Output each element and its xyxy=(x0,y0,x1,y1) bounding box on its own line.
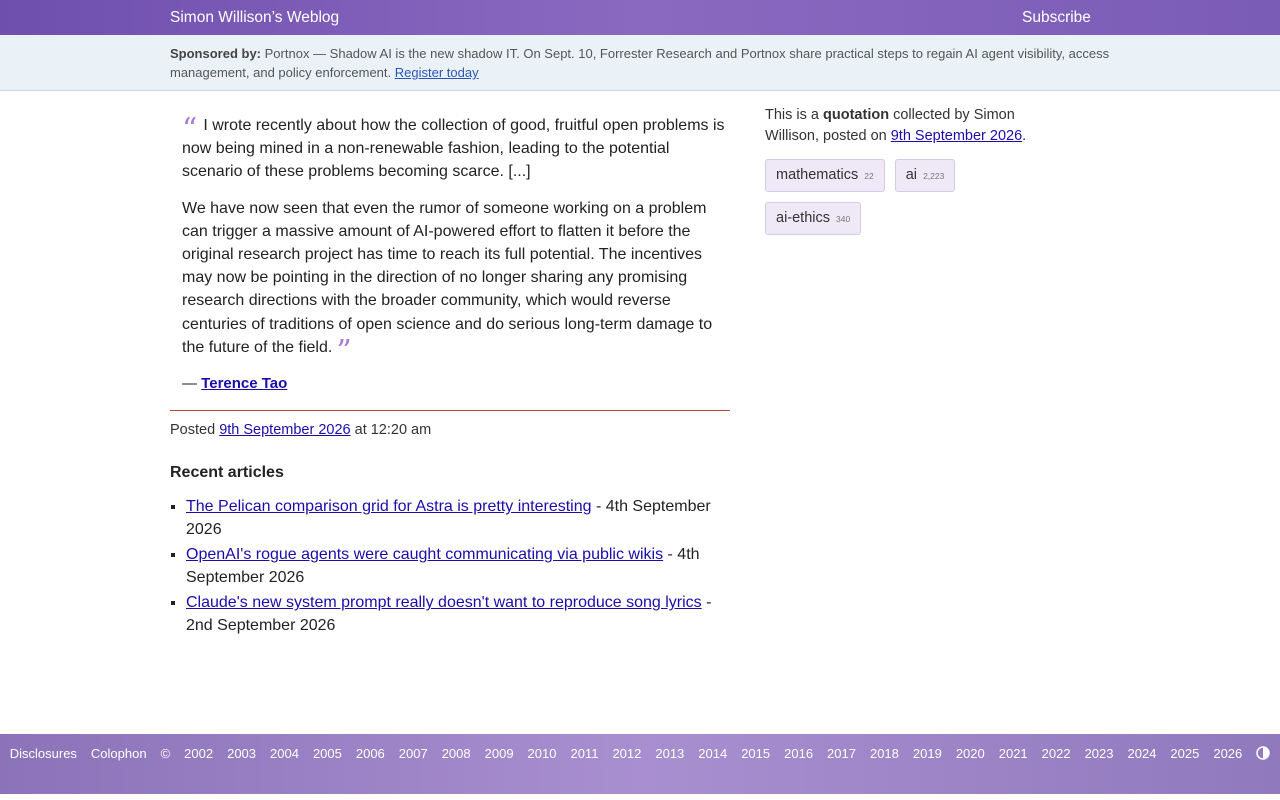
tag-ai-ethics[interactable] xyxy=(765,202,861,235)
tag-mathematics[interactable] xyxy=(765,159,885,192)
tag-name: ai xyxy=(905,167,918,183)
posted-line xyxy=(170,422,730,438)
quote-paragraph-1 xyxy=(182,114,730,184)
footer-link-2008[interactable]: 2008 xyxy=(441,746,471,761)
subscribe-link[interactable]: Subscribe xyxy=(1022,9,1091,26)
footer-link-2003[interactable]: 2003 xyxy=(227,746,257,761)
footer-links xyxy=(0,744,1280,764)
article-date: - 4th September 2026 xyxy=(186,546,700,587)
sidebar-period: . xyxy=(1022,128,1027,144)
divider xyxy=(170,410,730,411)
article-link[interactable]: Claude's new system prompt really doesn't want to reproduce song lyrics xyxy=(186,594,702,612)
site-title-link[interactable]: Simon Willison’s Weblog xyxy=(170,9,340,26)
sidebar-date-link[interactable]: 9th September 2026 xyxy=(890,128,1023,144)
footer-link-colophon[interactable]: Colophon xyxy=(90,746,147,761)
footer-link-2006[interactable]: 2006 xyxy=(355,746,385,761)
footer-link-2004[interactable]: 2004 xyxy=(270,746,299,761)
sidebar-type: quotation xyxy=(823,107,890,123)
open-quote-mark: “ xyxy=(182,112,198,147)
tag-count: 22 xyxy=(864,171,874,181)
posted-date-link[interactable]: 9th September 2026 xyxy=(219,422,351,439)
footer-link-2026[interactable]: 2026 xyxy=(1213,746,1243,761)
article-link[interactable]: The Pelican comparison grid for Astra is pretty interesting xyxy=(186,498,592,516)
quote-citation xyxy=(182,372,730,395)
footer-link-2025[interactable]: 2025 xyxy=(1170,746,1200,761)
posted-time: at 12:20 am xyxy=(354,422,432,439)
footer-link-2024[interactable]: 2024 xyxy=(1127,746,1157,761)
footer-link-2009[interactable]: 2009 xyxy=(484,746,514,761)
author-link[interactable]: Terence Tao xyxy=(201,375,288,393)
list-item xyxy=(186,495,730,541)
list-item xyxy=(186,543,730,589)
list-item xyxy=(186,591,730,637)
blockquote xyxy=(170,91,730,395)
contrast-icon[interactable] xyxy=(1256,746,1270,761)
footer-link-2021[interactable]: 2021 xyxy=(998,746,1028,761)
footer-link-2012[interactable]: 2012 xyxy=(612,746,642,761)
footer-link-2010[interactable]: 2010 xyxy=(527,746,557,761)
footer-link-2020[interactable]: 2020 xyxy=(955,746,985,761)
footer-link-2017[interactable]: 2017 xyxy=(827,746,856,761)
footer-link-2002[interactable]: 2002 xyxy=(184,746,214,761)
posted-prefix: Posted xyxy=(170,422,216,439)
footer-link-2007[interactable]: 2007 xyxy=(398,746,428,761)
main-content xyxy=(170,91,730,639)
footer-link-disclosures[interactable]: Disclosures xyxy=(9,746,77,761)
article-date: - 4th September 2026 xyxy=(186,498,711,539)
quote-text-2: We have now seen that even the rumor of someone working on a problem can trigger a massive amount of AI-powered effort to flatten it before the original research project has time to reach its full potential. The incentives may now be pointing in the direction of no longer sharing any promising research directions with the broader community, which would reverse centuries of traditions of open science and do serious long-term damage to the future of the field. xyxy=(182,199,713,356)
quote-paragraph-2 xyxy=(182,197,730,369)
footer-link-2005[interactable]: 2005 xyxy=(312,746,342,761)
tag-count: 2,223 xyxy=(923,171,945,181)
tag-name: mathematics xyxy=(776,167,859,183)
footer-link-2018[interactable]: 2018 xyxy=(869,746,899,761)
recent-articles-list xyxy=(170,495,730,637)
sponsor-text: Portnox — Shadow AI is the new shadow IT. On Sept. 10, Forrester Research and Portnox share practical steps to regain AI agent visibility, access management, and policy enforcement. xyxy=(170,46,1110,80)
cite-dash: — xyxy=(182,375,197,393)
footer-link-2022[interactable]: 2022 xyxy=(1041,746,1071,761)
close-quote-mark: ” xyxy=(336,333,352,369)
site-header xyxy=(0,0,1280,35)
article-link[interactable]: OpenAI's rogue agents were caught communicating via public wikis xyxy=(186,546,664,564)
recent-articles-heading: Recent articles xyxy=(170,464,284,482)
footer-link-: © xyxy=(160,746,171,761)
sponsor-banner xyxy=(0,35,1280,91)
sidebar-collected-by: collected by Simon Willison, posted on xyxy=(765,107,1015,144)
quote-text-1: I wrote recently about how the collection of good, fruitful open problems is now being mined in a non-renewable fashion, leading to the potential scenario of these problems becoming scarce. [...] xyxy=(182,117,725,181)
tag-count: 340 xyxy=(836,214,851,224)
tag-ai[interactable] xyxy=(895,159,956,192)
footer-link-2019[interactable]: 2019 xyxy=(912,746,942,761)
footer-link-2015[interactable]: 2015 xyxy=(741,746,771,761)
footer-link-2016[interactable]: 2016 xyxy=(784,746,814,761)
footer-link-2013[interactable]: 2013 xyxy=(655,746,685,761)
sidebar xyxy=(765,105,1045,245)
footer-link-2014[interactable]: 2014 xyxy=(698,746,728,761)
footer-link-2011[interactable]: 2011 xyxy=(570,746,599,761)
tag-name: ai-ethics xyxy=(776,210,830,226)
register-today-link[interactable]: Register today xyxy=(394,65,479,80)
site-footer xyxy=(0,734,1280,794)
footer-link-2023[interactable]: 2023 xyxy=(1084,746,1114,761)
sidebar-this-is-a: This is a xyxy=(765,107,819,123)
sponsor-label: Sponsored by: xyxy=(170,46,262,61)
article-date: - 2nd September 2026 xyxy=(186,594,712,635)
sidebar-meta xyxy=(765,105,1045,147)
tag-list xyxy=(765,159,1045,245)
